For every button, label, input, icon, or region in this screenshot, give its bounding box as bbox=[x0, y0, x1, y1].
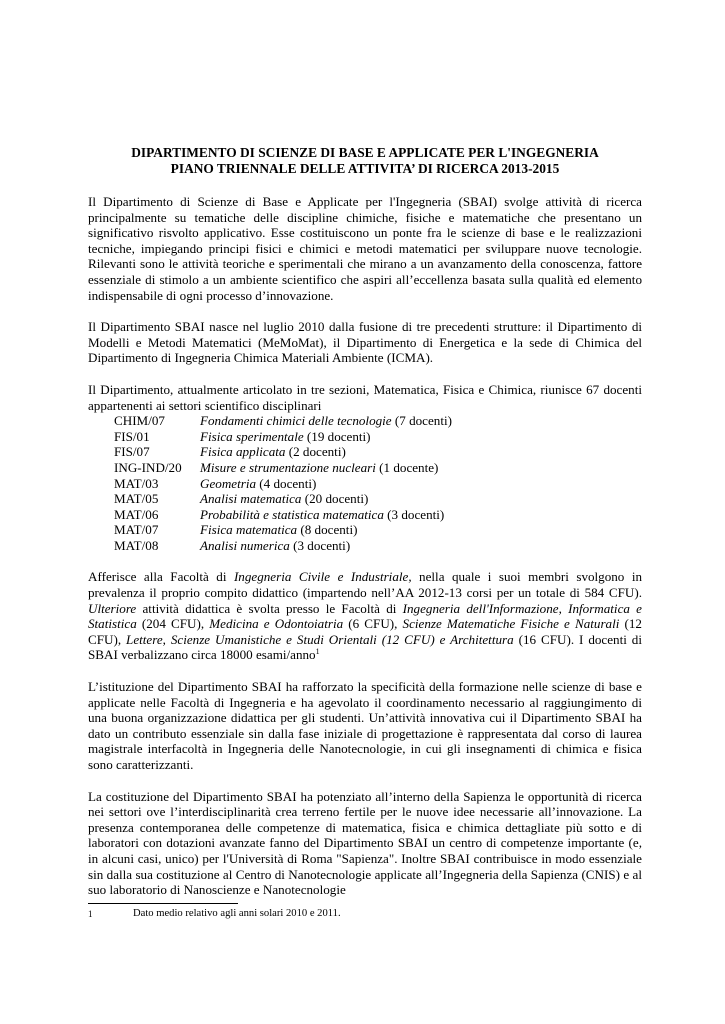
sector-row bbox=[114, 538, 642, 554]
sector-name: Probabilità e statistica matematica bbox=[200, 506, 384, 522]
sector-count: (7 docenti) bbox=[391, 413, 452, 429]
sector-name: Fisica sperimentale bbox=[200, 428, 304, 444]
footnote-ref: 1 bbox=[315, 647, 320, 657]
sector-row bbox=[114, 429, 642, 445]
title-line-1: DIPARTIMENTO DI SCIENZE DI BASE E APPLICATE PER L'INGEGNERIA bbox=[131, 145, 599, 160]
paragraph-history: Il Dipartimento SBAI nasce nel luglio 2010 dalla fusione di tre precedenti strutture: il Dipartimento di Modelli e Metodi Matematici (MeMoMat), il Dipartimento di Energetica e la sede di Chimica del Dipartimento di Ingegneria Chimica Materiali Ambiente (ICMA). bbox=[88, 319, 642, 366]
sector-code: MAT/08 bbox=[114, 537, 159, 553]
document-body bbox=[88, 145, 642, 898]
sector-count: (20 docenti) bbox=[301, 491, 369, 507]
sector-code: MAT/07 bbox=[114, 522, 159, 538]
sector-name: Fondamenti chimici delle tecnologie bbox=[200, 413, 392, 429]
sector-count: (3 docenti) bbox=[289, 537, 351, 553]
sector-code: MAT/03 bbox=[114, 475, 159, 491]
sector-row bbox=[114, 522, 642, 538]
sector-row bbox=[114, 491, 642, 507]
paragraph-intro: Il Dipartimento di Scienze di Base e Applicate per l'Ingegneria (SBAI) svolge attività di ricerca principalmente su tematiche delle discipline chimiche, fisiche e matematiche che presentano un significativo risvolto applicativo. Esse costituiscono un ponte fra le scienze di base e le realizzazioni tecniche, impiegando principi fisici e chimici e metodi matematici per sviluppare nuove tecnologie. Rilevanti sono le attività teoriche e sperimentali che mirano a un avanzamento della conoscenza, fattore essenziale di stimolo a un ambiente scientifico che aspiri all’eccellenza basata sulla qualità ed elemento indispensabile di ogni processo d’innovazione. bbox=[88, 194, 642, 303]
footnote-number: 1 bbox=[88, 909, 93, 919]
sector-name: Geometria bbox=[200, 475, 257, 491]
footnote bbox=[88, 907, 642, 921]
paragraph-sections: Il Dipartimento, attualmente articolato in tre sezioni, Matematica, Fisica e Chimica, riunisce 67 docenti appartenenti ai settori scientifico disciplinari bbox=[88, 381, 642, 413]
footnote-text: Dato medio relativo agli anni solari 2010 e 2011. bbox=[133, 908, 341, 919]
sector-row bbox=[114, 460, 642, 476]
paragraph-faculties: Afferisce alla Facoltà di Ingegneria Civile e Industriale, nella quale i suoi membri svolgono in prevalenza il proprio compito didattico (impartendo nell’AA 2012-13 corsi per un totale di 584 CFU). Ulteriore attività didattica è svolta presso le Facoltà di Ingegneria dell'Informazione, Informatica e Statistica (204 CFU), Medicina e Odontoiatria (6 CFU), Scienze Matematiche Fisiche e Naturali (12 CFU), Lettere, Scienze Umanistiche e Studi Orientali (12 CFU) e Architettura (16 CFU). I docenti di SBAI verbalizzano circa 18000 esami/anno$^1$ bbox=[88, 569, 643, 663]
sector-count: (3 docenti) bbox=[383, 506, 445, 522]
sector-count: (19 docenti) bbox=[303, 428, 371, 444]
sector-count: (8 docenti) bbox=[297, 522, 358, 538]
sector-name: Fisica matematica bbox=[200, 522, 298, 538]
sector-name: Fisica applicata bbox=[200, 444, 286, 460]
sector-code: MAT/05 bbox=[114, 491, 159, 507]
sector-row bbox=[114, 507, 642, 523]
sector-count: (4 docenti) bbox=[256, 475, 317, 491]
sector-code: ING-IND/20 bbox=[114, 459, 182, 475]
sector-code: CHIM/07 bbox=[114, 413, 165, 429]
sector-code: FIS/01 bbox=[114, 428, 150, 444]
sector-code: FIS/07 bbox=[114, 444, 150, 460]
sector-code: MAT/06 bbox=[114, 506, 159, 522]
footnote-divider bbox=[88, 903, 238, 904]
title-line-2: PIANO TRIENNALE DELLE ATTIVITA’ DI RICERCA 2013-2015 bbox=[170, 161, 560, 176]
sector-count: (1 docente) bbox=[375, 459, 439, 475]
paragraph-research: La costituzione del Dipartimento SBAI ha potenziato all’interno della Sapienza le opportunità di ricerca nei settori ove l’interdisciplinarità crea terreno fertile per le nuove idee necessarie all’innovazione. La presenza contemporanea delle competenze di matematica, fisica e chimica dettagliate più sotto e di laboratori con dotazioni avanzate fanno del Dipartimento SBAI un centro di competenze importante (e, in alcuni casi, unico) per l'Università di Roma "Sapienza". Inoltre SBAI contribuisce in modo essenziale sin dalla sua costituzione al Centro di Nanotecnologie applicate all’Ingegneria della Sapienza (CNIS) e al suo laboratorio di Nanoscienze e Nanotecnologie bbox=[88, 788, 642, 898]
sector-row bbox=[114, 444, 642, 460]
sector-name: Analisi matematica bbox=[200, 491, 302, 507]
document-title bbox=[88, 145, 642, 177]
sector-name: Analisi numerica bbox=[200, 537, 290, 553]
sector-name: Misure e strumentazione nucleari bbox=[200, 459, 376, 475]
sector-row bbox=[114, 476, 642, 492]
sector-count: (2 docenti) bbox=[285, 444, 346, 460]
sectors-list bbox=[114, 413, 642, 553]
sector-row bbox=[114, 413, 642, 429]
paragraph-teaching: L’istituzione del Dipartimento SBAI ha rafforzato la specificità della formazione nelle scienze di base e applicate nelle Facoltà di Ingegneria e ha agevolato il coordinamento necessario al raggiungimento di una buona organizzazione didattica per gli studenti. Un’attività innovativa cui il Dipartimento SBAI ha dato un contributo essenziale sin dalla fase iniziale di progettazione è rappresentata dal corso di laurea magistrale interfacoltà in Ingegneria delle Nanotecnologie, in cui gli insegnamenti di chimica e fisica sono caratterizzanti. bbox=[88, 679, 642, 772]
